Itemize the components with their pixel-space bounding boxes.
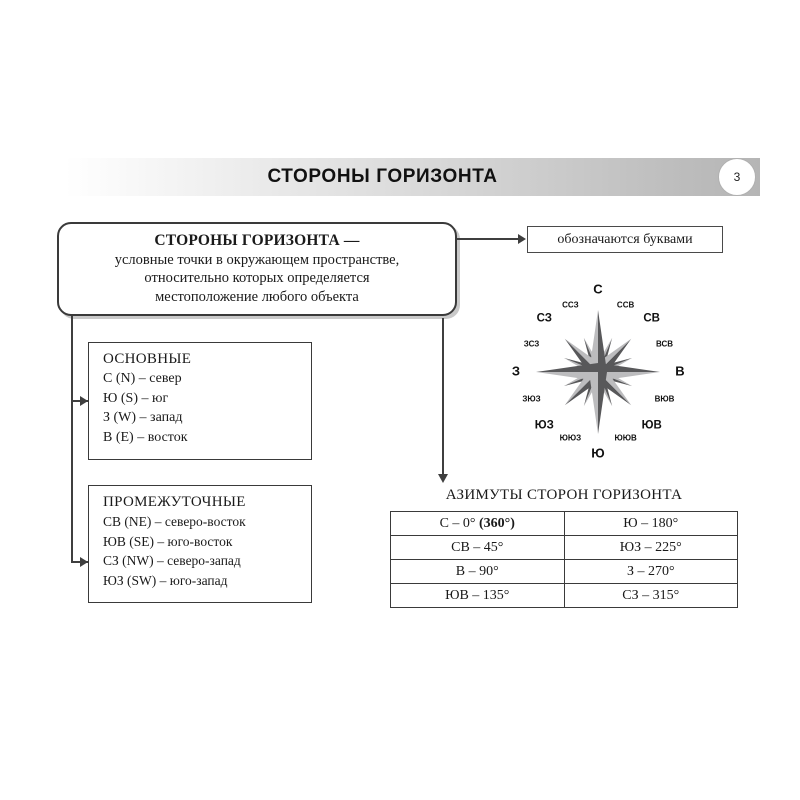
intermediate-direction-item: СВ (NE) – северо-восток: [103, 514, 246, 529]
azimuth-cell-right: ЮЗ – 225°: [564, 536, 738, 560]
azimuth-table-row: [391, 536, 738, 560]
azimuth-cell-left: В – 90°: [391, 560, 565, 584]
azimuth-cell-right: Ю – 180°: [564, 512, 738, 536]
compass-label-secondary: ССЗ: [562, 300, 579, 310]
compass-label-secondary: ВСВ: [655, 339, 674, 349]
compass-label-cardinal: З: [511, 363, 521, 379]
page-title: СТОРОНЫ ГОРИЗОНТА: [267, 166, 498, 187]
azimuth-cell-left: ЮВ – 135°: [391, 584, 565, 608]
compass-rose-icon: [498, 272, 698, 472]
main-directions-box: [88, 342, 312, 460]
main-direction-item: В (E) – восток: [103, 429, 188, 445]
compass-label-secondary: ЗСЗ: [523, 339, 540, 349]
intermediate-directions-heading: ПРОМЕЖУТОЧНЫЕ: [103, 494, 246, 510]
azimuth-table-row: [391, 560, 738, 584]
main-directions-heading: ОСНОВНЫЕ: [103, 351, 192, 367]
intermediate-direction-item: СЗ (NW) – северо-запад: [103, 553, 241, 568]
compass-label-cardinal: В: [675, 363, 685, 379]
arrowhead-azimuth-table-icon: [438, 474, 448, 483]
compass-label-cardinal: Ю: [591, 445, 605, 461]
main-direction-item: З (W) – запад: [103, 410, 183, 425]
azimuth-cell-right: З – 270°: [564, 560, 738, 584]
arrowhead-letters-note-icon: [518, 234, 526, 244]
compass-label-secondary: ЮЮЗ: [559, 433, 582, 443]
compass-label-secondary: ВЮВ: [654, 394, 675, 404]
azimuth-table-row: [391, 512, 738, 536]
definition-title: СТОРОНЫ ГОРИЗОНТА —: [154, 232, 360, 249]
connector-left-trunk: [71, 316, 73, 562]
compass-rose: [498, 272, 698, 472]
compass-label-ordinal: ЮВ: [641, 419, 662, 432]
compass-label-secondary: ЗЮЗ: [522, 394, 541, 404]
compass-label-ordinal: СВ: [643, 312, 661, 325]
page-header-bar: [65, 158, 760, 196]
azimuth-cell-left: С – 0° (360°): [391, 512, 565, 536]
arrowhead-intermediate-box-icon: [80, 557, 88, 567]
azimuth-table: [390, 511, 738, 608]
intermediate-direction-item: ЮВ (SE) – юго-восток: [103, 533, 233, 549]
intermediate-direction-item: ЮЗ (SW) – юго-запад: [103, 572, 228, 588]
intermediate-directions-box: [88, 485, 312, 603]
arrowhead-main-box-icon: [80, 396, 88, 406]
main-direction-item: С (N) – север: [103, 371, 182, 386]
definition-line-1: условные точки в окружающем пространстве,: [114, 251, 400, 268]
compass-label-ordinal: СЗ: [536, 312, 552, 325]
letters-note-box: обозначаются буквами: [527, 226, 723, 253]
azimuth-table-title: АЗИМУТЫ СТОРОН ГОРИЗОНТА: [445, 487, 683, 503]
main-direction-item: Ю (S) – юг: [103, 390, 169, 406]
definition-line-2: относительно которых определяется: [144, 270, 370, 286]
connector-to-letters-note: [457, 238, 519, 240]
azimuth-cell-right: СЗ – 315°: [564, 584, 738, 608]
compass-label-ordinal: ЮЗ: [534, 419, 554, 432]
compass-label-cardinal: С: [593, 281, 603, 297]
page-number-badge: 3: [718, 158, 756, 196]
connector-to-azimuth-table: [442, 318, 444, 476]
compass-label-secondary: ССВ: [616, 300, 635, 310]
azimuth-cell-left: СВ – 45°: [391, 536, 565, 560]
compass-label-secondary: ЮЮВ: [614, 433, 637, 443]
definition-line-3: местоположение любого объекта: [155, 288, 359, 305]
azimuth-table-row: [391, 584, 738, 608]
definition-box: [57, 222, 457, 316]
